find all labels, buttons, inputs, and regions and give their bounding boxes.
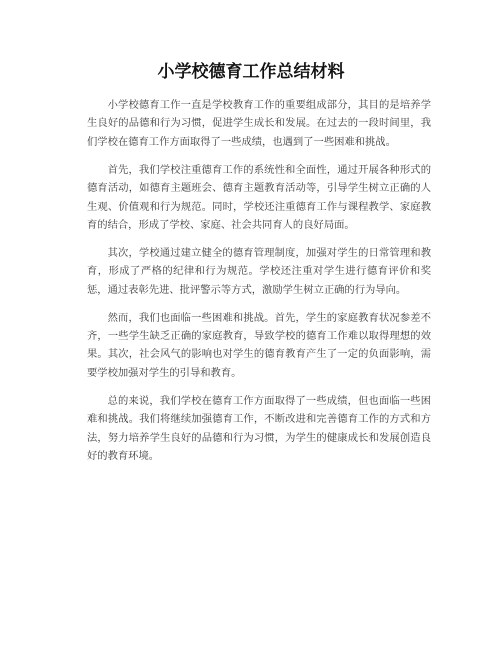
paragraph-second-point: 其次，学校通过建立健全的德育管理制度，加强对学生的日常管理和教育，形成了严格的纪律和行为规范。学校还注重对学生进行德育评价和奖惩，通过表彰先进、批评警示等方式，激励学生树立正确的行为导向。 bbox=[87, 246, 431, 296]
paragraph-conclusion: 总的来说，我们学校在德育工作方面取得了一些成绩，但也面临一些困难和挑战。我们将继续加强德育工作，不断改进和完善德育工作的方式和方法，努力培养学生良好的品德和行为习惯，为学生的健康成长和发展创造良好的教育环境。 bbox=[87, 394, 431, 462]
document-title: 小学校德育工作总结材料 bbox=[157, 62, 345, 82]
paragraph-first-point: 首先，我们学校注重德育工作的系统性和全面性，通过开展各种形式的德育活动，如德育主题班会、德育主题教育活动等，引导学生树立正确的人生观、价值观和行为规范。同时，学校还注重德育工作与课程教学、家庭教育的结合，形成了学校、家庭、社会共同育人的良好局面。 bbox=[87, 163, 431, 231]
paragraph-intro: 小学校德育工作一直是学校教育工作的重要组成部分，其目的是培养学生良好的品德和行为习惯，促进学生成长和发展。在过去的一段时间里，我们学校在德育工作方面取得了一些成绩，也遇到了一些困难和挑战。 bbox=[87, 99, 431, 148]
document-body bbox=[87, 96, 431, 475]
paragraph-challenges: 然而，我们也面临一些困难和挑战。首先，学生的家庭教育状况参差不齐，一些学生缺乏正确的家庭教育，导致学校的德育工作难以取得理想的效果。其次，社会风气的影响也对学生的德育教育产生了一定的负面影响，需要学校加强对学生的引导和教育。 bbox=[87, 311, 431, 379]
